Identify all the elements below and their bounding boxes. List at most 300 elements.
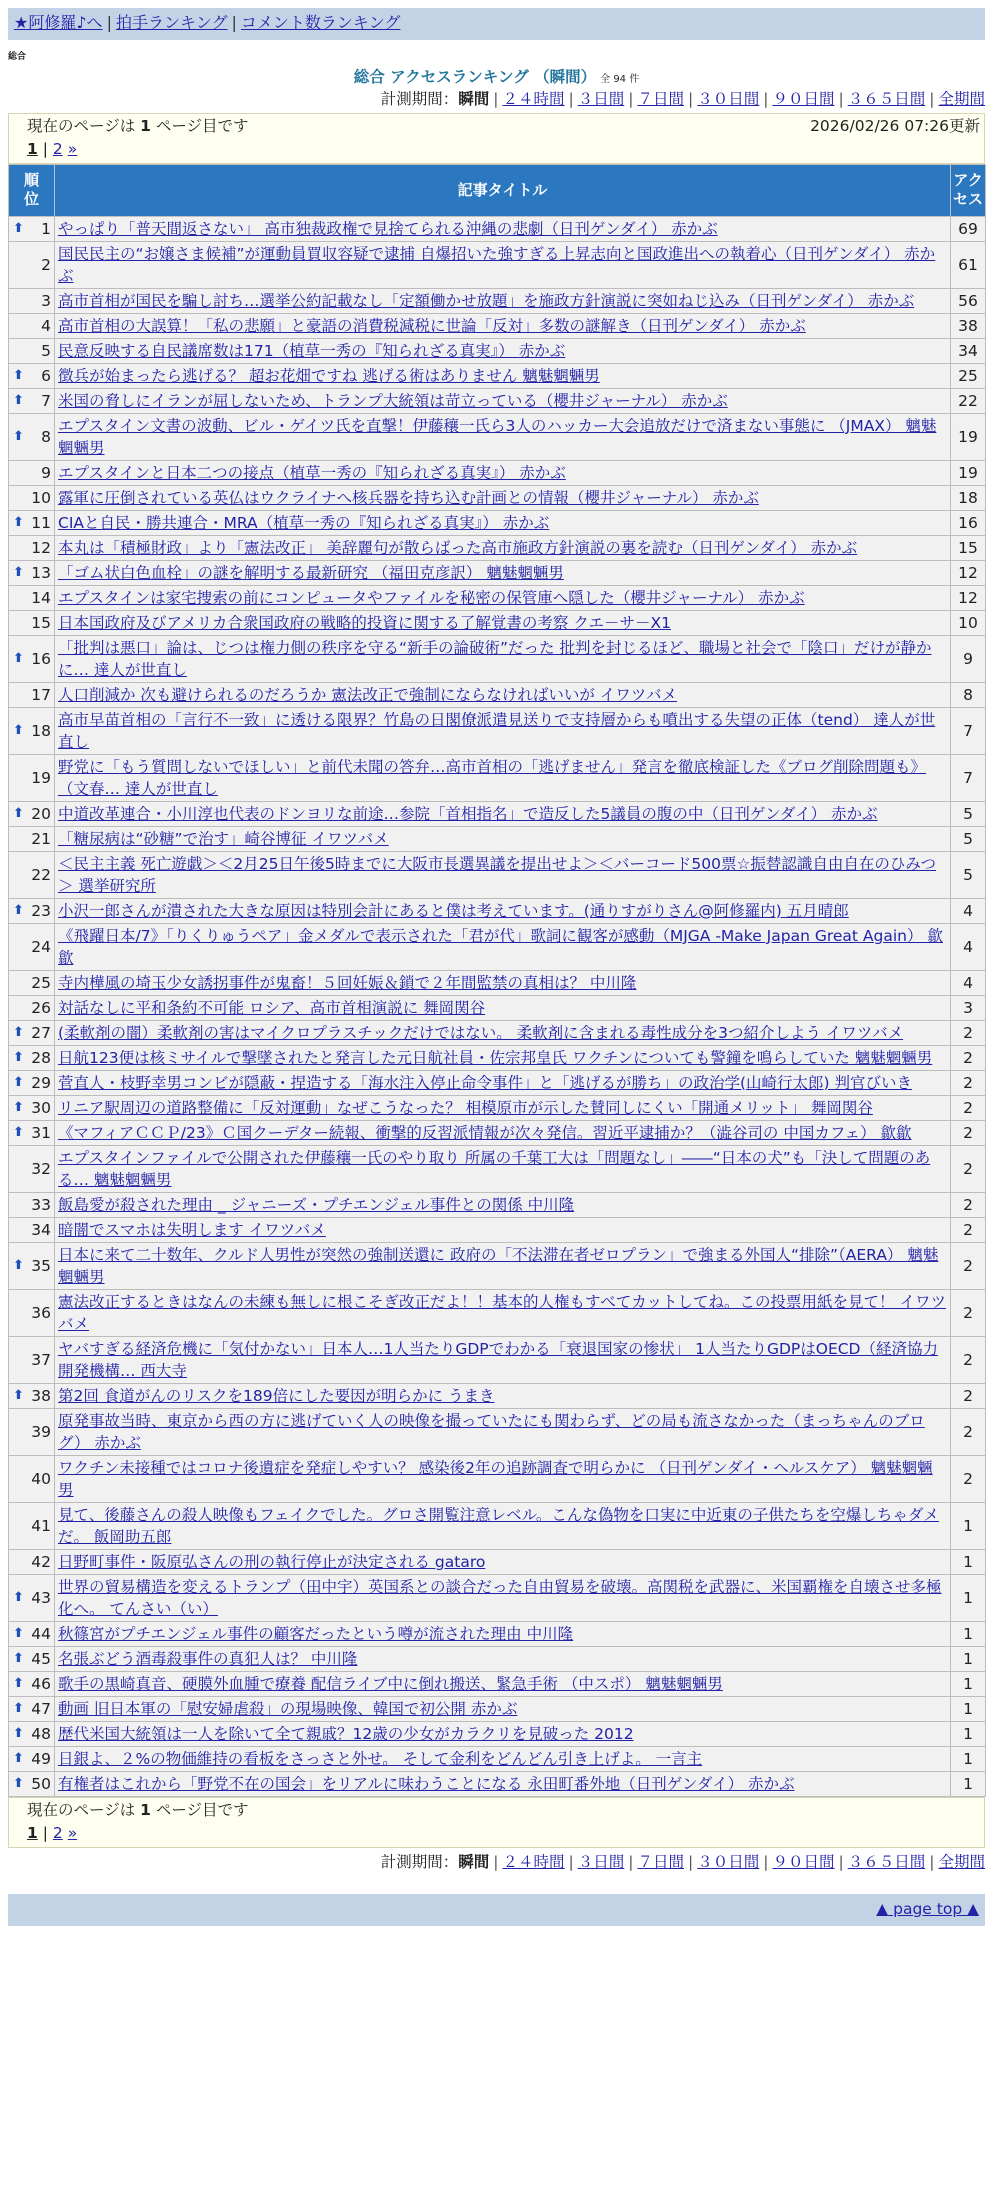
- up-arrow-icon: ⬆: [13, 1700, 24, 1716]
- access-count: 1: [951, 1696, 986, 1721]
- period-current: 瞬間: [458, 1852, 490, 1871]
- up-arrow-icon: ⬆: [13, 650, 24, 666]
- period-link-1[interactable]: ３日間: [577, 90, 625, 108]
- nav-separator: |: [106, 13, 112, 32]
- rank-cell: [9, 313, 55, 338]
- up-arrow-icon: ⬆: [13, 1589, 24, 1605]
- access-count: 2: [951, 1045, 986, 1070]
- rank-number: 20: [31, 804, 51, 823]
- table-row: [9, 460, 986, 485]
- article-title-link[interactable]: 高市早苗首相の「言行不一致」に透ける限界？竹島の日閣僚派遣見送りで支持層からも噴出する失望の正体（tend） 達人が世直し: [58, 710, 936, 751]
- comment-ranking-link[interactable]: コメント数ランキング: [240, 13, 401, 32]
- article-title-link[interactable]: 小沢一郎さんが潰された大きな原因は特別会計にあると僕は考えています。(通りすがりさん@阿修羅内) 五月晴郎: [58, 901, 849, 920]
- rank-cell: [9, 1696, 55, 1721]
- table-row: [9, 923, 986, 970]
- title-cell: [55, 1746, 951, 1771]
- rank-number: 24: [31, 937, 51, 956]
- title-cell: [55, 485, 951, 510]
- up-arrow-icon: ⬆: [13, 1750, 24, 1766]
- period-separator: |: [628, 1852, 634, 1871]
- article-title-link[interactable]: 寺内樺風の埼玉少女誘拐事件が鬼畜！５回妊娠＆鎖で２年間監禁の真相は？ 中川隆: [58, 973, 637, 992]
- rank-number: 49: [31, 1749, 51, 1768]
- title-cell: [55, 413, 951, 460]
- title-cell: [55, 460, 951, 485]
- access-count: 38: [951, 313, 986, 338]
- article-title-link[interactable]: やっぱり「普天間返さない」 高市独裁政権で見捨てられる沖縄の悲劇（日刊ゲンダイ） 赤かぶ: [58, 219, 718, 238]
- rank-cell: [9, 1070, 55, 1095]
- title-cell: [55, 754, 951, 801]
- rank-cell: [9, 560, 55, 585]
- table-row: [9, 1095, 986, 1120]
- article-title-link[interactable]: 菅直人・枝野幸男コンビが隠蔽・捏造する「海水注入停止命令事件」と「逃げるが勝ち」の政治学(山崎行太郎) 判官びいき: [58, 1073, 913, 1092]
- up-arrow-icon: ⬆: [13, 1124, 24, 1140]
- access-count: 1: [951, 1621, 986, 1646]
- pager-bottom: [8, 1797, 985, 1848]
- title-cell: [55, 1289, 951, 1336]
- page-2-link[interactable]: 2: [52, 1824, 63, 1843]
- updated-time: 2026/02/26 07:26更新: [810, 117, 980, 135]
- article-title-link[interactable]: (柔軟剤の闇）柔軟剤の害はマイクロプラスチックだけではない。 柔軟剤に含まれる毒性成分を3つ紹介しよう イワツバメ: [58, 1023, 904, 1042]
- access-count: 7: [951, 754, 986, 801]
- title-cell: [55, 682, 951, 707]
- article-title-link[interactable]: 暗闇でスマホは失明します イワツバメ: [58, 1220, 326, 1239]
- access-count: 1: [951, 1771, 986, 1796]
- up-arrow-icon: ⬆: [13, 514, 24, 530]
- rank-number: 38: [31, 1386, 51, 1405]
- up-arrow-icon: ⬆: [13, 392, 24, 408]
- period-separator: |: [568, 90, 574, 108]
- rank-cell: [9, 635, 55, 682]
- title-cell: [55, 363, 951, 388]
- period-current: 瞬間: [458, 90, 490, 108]
- rank-number: 31: [31, 1123, 51, 1142]
- period-link-1[interactable]: ３日間: [577, 1852, 625, 1871]
- footer-bar: [8, 1894, 985, 1926]
- rank-cell: [9, 1721, 55, 1746]
- article-title-link[interactable]: 「糖尿病は“砂糖”で治す」崎谷博征 イワツバメ: [58, 829, 389, 848]
- rank-cell: [9, 585, 55, 610]
- access-count: 18: [951, 485, 986, 510]
- table-row: [9, 1242, 986, 1289]
- rank-cell: [9, 1045, 55, 1070]
- up-arrow-icon: ⬆: [13, 1650, 24, 1666]
- article-title-link[interactable]: 野党に「もう質問しないでほしい」と前代未聞の答弁…高市首相の「逃げません」発言を徹底検証した《ブログ削除問題も》（文春… 達人が世直し: [58, 757, 927, 798]
- access-count: 12: [951, 585, 986, 610]
- title-cell: [55, 610, 951, 635]
- rank-number: 23: [31, 901, 51, 920]
- period-selector-top: [8, 89, 985, 113]
- title-cell: [55, 1721, 951, 1746]
- period-link-0[interactable]: ２４時間: [502, 1852, 565, 1871]
- title-cell: [55, 995, 951, 1020]
- article-title-link[interactable]: 日航123便は核ミサイルで撃墜されたと発言した元日航社員・佐宗邦皇氏 ワクチンについても警鐘を鳴らしていた 魑魅魍魎男: [58, 1048, 933, 1067]
- access-count: 2: [951, 1383, 986, 1408]
- title-cell: [55, 1336, 951, 1383]
- clap-ranking-link[interactable]: 拍手ランキング: [115, 13, 228, 32]
- article-title-link[interactable]: 原発事故当時、東京から西の方に逃げていく人の映像を撮っていたにも関わらず、どの局も流さなかった（まっちゃんのブログ） 赤かぶ: [58, 1411, 925, 1452]
- rank-cell: [9, 1095, 55, 1120]
- period-link-6[interactable]: 全期間: [938, 90, 985, 108]
- rank-number: 6: [41, 366, 51, 385]
- up-arrow-icon: ⬆: [13, 367, 24, 383]
- title-cell: [55, 1095, 951, 1120]
- page-status: [27, 116, 249, 137]
- up-arrow-icon: ⬆: [13, 1257, 24, 1273]
- access-count: 15: [951, 535, 986, 560]
- access-count: 7: [951, 707, 986, 754]
- title-cell: [55, 1192, 951, 1217]
- article-title-link[interactable]: エプスタインファイルで公開された伊藤穰一氏のやり取り 所属の千葉工大は「問題なし」――“日本の犬”も「決して問題のある… 魑魅魍魎男: [58, 1148, 931, 1189]
- rank-number: 28: [31, 1048, 51, 1067]
- table-row: [9, 1289, 986, 1336]
- period-separator: |: [688, 90, 694, 108]
- table-row: [9, 560, 986, 585]
- up-arrow-icon: ⬆: [13, 220, 24, 236]
- access-count: 1: [951, 1549, 986, 1574]
- rank-cell: [9, 923, 55, 970]
- article-title-link[interactable]: 有権者はこれから「野党不在の国会」をリアルに味わうことになる 永田町番外地（日刊ゲンダイ） 赤かぶ: [58, 1774, 795, 1793]
- period-separator: |: [628, 90, 634, 108]
- article-title-link[interactable]: 国民民主の“お嬢さま候補”が運動員買収容疑で逮捕 自爆招いた強すぎる上昇志向と国政進出への執着心（日刊ゲンダイ） 赤かぶ: [58, 244, 936, 285]
- ranking-table: [8, 164, 986, 1797]
- title-cell: [55, 1574, 951, 1621]
- page-status-pre: 現在のページは: [27, 1800, 141, 1819]
- article-title-link[interactable]: 歴代米国大統領は一人を除いて全て親戚？12歳の少女がカラクリを見破った 2012: [58, 1724, 634, 1743]
- title-cell: [55, 585, 951, 610]
- period-separator: |: [929, 1852, 935, 1871]
- period-link-4[interactable]: ９０日間: [772, 90, 835, 108]
- rank-number: 10: [31, 488, 51, 507]
- table-row: [9, 610, 986, 635]
- title-cell: [55, 801, 951, 826]
- access-count: 34: [951, 338, 986, 363]
- article-title-link[interactable]: 日銀よ、２%の物価維持の看板をさっさと外せ。 そして金利をどんどん引き上げよ。 一言主: [58, 1749, 703, 1768]
- article-title-link[interactable]: 対話なしに平和条約不可能 ロシア、高市首相演説に 舞岡関谷: [58, 998, 486, 1017]
- rank-cell: [9, 388, 55, 413]
- access-count: 2: [951, 1336, 986, 1383]
- article-title-link[interactable]: 高市首相が国民を騙し討ち…選挙公約記載なし「定額働かせ放題」を施政方針演説に突如ねじ込み（日刊ゲンダイ） 赤かぶ: [58, 291, 915, 310]
- rank-number: 40: [31, 1469, 51, 1488]
- rank-cell: [9, 1217, 55, 1242]
- article-title-link[interactable]: 世界の貿易構造を変えるトランプ（田中宇）英国系との談合だった自由貿易を破壊。高関税を武器に、米国覇権を自壊させ多極化へ。 てんさい（い）: [58, 1577, 942, 1618]
- rank-number: 48: [31, 1724, 51, 1743]
- rank-number: 1: [41, 219, 51, 238]
- article-title-link[interactable]: 米国の脅しにイランが屈しないため、トランプ大統領は苛立っている（櫻井ジャーナル） 赤かぶ: [58, 391, 728, 410]
- table-row: [9, 1070, 986, 1095]
- rank-cell: [9, 1383, 55, 1408]
- article-title-link[interactable]: 「ゴム状白色血栓」の謎を解明する最新研究 （福田克彦訳） 魑魅魍魎男: [58, 563, 564, 582]
- period-separator: |: [763, 1852, 769, 1871]
- article-title-link[interactable]: 本丸は「積極財政」より「憲法改正」 美辞麗句が散らばった高市施政方針演説の裏を読む（日刊ゲンダイ） 赤かぶ: [58, 538, 858, 557]
- article-title-link[interactable]: 人口削減か 次も避けられるのだろうか 憲法改正で強制にならなければいいが イワツバメ: [58, 685, 677, 704]
- table-row: [9, 1502, 986, 1549]
- title-cell: [55, 338, 951, 363]
- title-cell: [55, 1549, 951, 1574]
- table-row: [9, 995, 986, 1020]
- rank-cell: [9, 1120, 55, 1145]
- access-count: 4: [951, 923, 986, 970]
- article-title-link[interactable]: 《マフィアＣＣＰ/23》Ｃ国クーデター続報、衝撃的反習派情報が次々発信。習近平逮捕か？（澁谷司の 中国カフェ） 歙歙: [58, 1123, 912, 1142]
- page-status: [27, 1800, 249, 1821]
- title-cell: [55, 1671, 951, 1696]
- rank-cell: [9, 510, 55, 535]
- article-title-link[interactable]: 歌手の黒崎真音、硬膜外血腫で療養 配信ライブ中に倒れ搬送、緊急手術 （中スポ） 魑魅魍魎男: [58, 1674, 723, 1693]
- article-title-link[interactable]: エプスタイン文書の波動、ビル・ゲイツ氏を直撃！伊藤穰一氏ら3人のハッカー大会追放だけで済まない事態に （JMAX） 魑魅魍魎男: [58, 416, 937, 457]
- home-link[interactable]: ★阿修羅♪へ: [14, 13, 103, 32]
- rank-cell: [9, 610, 55, 635]
- access-count: 3: [951, 995, 986, 1020]
- period-link-5[interactable]: ３６５日間: [847, 90, 926, 108]
- top-nav-bar: [8, 8, 985, 40]
- period-link-5[interactable]: ３６５日間: [847, 1852, 926, 1871]
- rank-cell: [9, 754, 55, 801]
- page-top-link[interactable]: ▲ page top ▲: [876, 1899, 979, 1918]
- rank-number: 41: [31, 1516, 51, 1535]
- rank-cell: [9, 413, 55, 460]
- up-arrow-icon: ⬆: [13, 428, 24, 444]
- up-arrow-icon: ⬆: [13, 1024, 24, 1040]
- title-cell: [55, 1621, 951, 1646]
- page-title-text: 総合 アクセスランキング （瞬間）: [353, 68, 597, 86]
- table-row: [9, 413, 986, 460]
- article-title-link[interactable]: 見て、後藤さんの殺人映像もフェイクでした。グロさ開覧注意レベル。こんな偽物を口実に中近東の子供たちを空爆しちゃダメだ。 飯岡助五郎: [58, 1505, 939, 1546]
- article-title-link[interactable]: 憲法改正するときはなんの未練も無しに根こそぎ改正だよ！！基本的人権もすべてカットしてね。この投票用紙を見て！ イワツバメ: [58, 1292, 946, 1333]
- access-count: 56: [951, 288, 986, 313]
- table-row: [9, 1621, 986, 1646]
- access-count: 9: [951, 635, 986, 682]
- rank-cell: [9, 801, 55, 826]
- article-title-link[interactable]: 飯島愛が殺された理由 _ ジャニーズ・プチエンジェル事件との関係 中川隆: [58, 1195, 575, 1214]
- page-2-link[interactable]: 2: [52, 140, 63, 159]
- access-count: 16: [951, 510, 986, 535]
- title-cell: [55, 1217, 951, 1242]
- period-label: 計測期間：: [380, 1852, 459, 1871]
- rank-number: 29: [31, 1073, 51, 1092]
- article-title-link[interactable]: エプスタインと日本二つの接点（植草一秀の『知られざる真実』） 赤かぶ: [58, 463, 566, 482]
- title-cell: [55, 970, 951, 995]
- period-link-6[interactable]: 全期間: [938, 1852, 985, 1871]
- rank-number: 30: [31, 1098, 51, 1117]
- period-link-4[interactable]: ９０日間: [772, 1852, 835, 1871]
- rank-number: 8: [41, 427, 51, 446]
- col-header-rank: [9, 164, 55, 216]
- table-row: [9, 1549, 986, 1574]
- title-cell: [55, 1696, 951, 1721]
- table-row: [9, 1045, 986, 1070]
- rank-number: 42: [31, 1552, 51, 1571]
- table-row: [9, 851, 986, 898]
- title-cell: [55, 241, 951, 288]
- rank-number: 46: [31, 1674, 51, 1693]
- title-cell: [55, 1070, 951, 1095]
- article-title-link[interactable]: 秋篠宮がプチエンジェル事件の顧客だったという噂が流された理由 中川隆: [58, 1624, 574, 1643]
- rank-number: 43: [31, 1588, 51, 1607]
- table-row: [9, 1455, 986, 1502]
- rank-cell: [9, 535, 55, 560]
- ranking-body: [9, 216, 986, 1796]
- access-count: 2: [951, 1120, 986, 1145]
- rank-number: 36: [31, 1303, 51, 1322]
- rank-cell: [9, 1192, 55, 1217]
- col-access-label: アクセス: [952, 170, 983, 209]
- table-row: [9, 801, 986, 826]
- title-cell: [55, 1145, 951, 1192]
- rank-cell: [9, 1145, 55, 1192]
- title-cell: [55, 826, 951, 851]
- rank-cell: [9, 995, 55, 1020]
- title-cell: [55, 1045, 951, 1070]
- article-title-link[interactable]: 中道改革連合・小川淳也代表のドンヨリな前途…参院「首相指名」で造反した5議員の腹の中（日刊ゲンダイ） 赤かぶ: [58, 804, 878, 823]
- article-title-link[interactable]: ヤバすぎる経済危機に「気付かない」日本人…1人当たりGDPでわかる「衰退国家の惨状」 1人当たりGDPはOECD（経済協力開発機構… 西大寺: [58, 1339, 938, 1380]
- up-arrow-icon: ⬆: [13, 1675, 24, 1691]
- access-count: 1: [951, 1502, 986, 1549]
- period-link-3[interactable]: ３０日間: [697, 1852, 760, 1871]
- rank-cell: [9, 1336, 55, 1383]
- period-link-3[interactable]: ３０日間: [697, 90, 760, 108]
- page-wrapper: [8, 8, 985, 1926]
- article-title-link[interactable]: 露軍に圧倒されている英仏はウクライナへ核兵器を持ち込む計画との情報（櫻井ジャーナル） 赤かぶ: [58, 488, 759, 507]
- article-title-link[interactable]: 日本に来て二十数年、クルド人男性が突然の強制送還に 政府の「不法滞在者ゼロプラン」で強まる外国人“排除”（AERA） 魑魅魍魎男: [58, 1245, 939, 1286]
- title-cell: [55, 288, 951, 313]
- period-link-0[interactable]: ２４時間: [502, 90, 565, 108]
- rank-cell: [9, 1746, 55, 1771]
- rank-number: 7: [41, 391, 51, 410]
- next-page-link[interactable]: »: [67, 140, 78, 159]
- rank-cell: [9, 1408, 55, 1455]
- title-cell: [55, 1020, 951, 1045]
- article-title-link[interactable]: 日本国政府及びアメリカ合衆国政府の戦略的投資に関する了解覚書の考察 クエ－サ－X1: [58, 613, 672, 632]
- article-title-link[interactable]: 高市首相の大誤算！「私の悲願」と豪語の消費税減税に世論「反対」多数の謎解き（日刊ゲンダイ） 赤かぶ: [58, 316, 806, 335]
- article-title-link[interactable]: 第2回 食道がんのリスクを189倍にした要因が明らかに うまき: [58, 1386, 495, 1405]
- page-links: 1 | 2 »: [27, 140, 78, 159]
- table-row: [9, 1574, 986, 1621]
- rank-cell: [9, 241, 55, 288]
- rank-number: 18: [31, 721, 51, 740]
- title-cell: [55, 1646, 951, 1671]
- table-row: [9, 1696, 986, 1721]
- title-cell: [55, 388, 951, 413]
- period-link-2[interactable]: ７日間: [637, 1852, 684, 1871]
- rank-number: 14: [31, 588, 51, 607]
- table-row: [9, 1721, 986, 1746]
- table-row: [9, 970, 986, 995]
- total-count: 全 94 件: [600, 74, 640, 85]
- up-arrow-icon: ⬆: [13, 722, 24, 738]
- rank-cell: [9, 970, 55, 995]
- title-cell: [55, 635, 951, 682]
- article-title-link[interactable]: 名張ぶどう酒毒殺事件の真犯人は？ 中川隆: [58, 1649, 358, 1668]
- article-title-link[interactable]: エプスタインは家宅捜索の前にコンピュータやファイルを秘密の保管庫へ隠した（櫻井ジャーナル） 赤かぶ: [58, 588, 805, 607]
- page-status-pre: 現在のページは: [27, 117, 141, 135]
- access-count: 5: [951, 801, 986, 826]
- up-arrow-icon: ⬆: [13, 1049, 24, 1065]
- table-row: [9, 826, 986, 851]
- title-cell: [55, 1242, 951, 1289]
- title-cell: [55, 1408, 951, 1455]
- table-row: [9, 1192, 986, 1217]
- rank-number: 25: [31, 973, 51, 992]
- access-count: 2: [951, 1020, 986, 1045]
- rank-cell: [9, 363, 55, 388]
- table-row: [9, 1771, 986, 1796]
- title-cell: [55, 1120, 951, 1145]
- period-separator: |: [688, 1852, 694, 1871]
- up-arrow-icon: ⬆: [13, 1625, 24, 1641]
- rank-cell: [9, 1020, 55, 1045]
- rank-number: 17: [31, 685, 51, 704]
- article-title-link[interactable]: 動画 旧日本軍の「慰安婦虐殺」の現場映像、韓国で初公開 赤かぶ: [58, 1699, 518, 1718]
- next-page-link[interactable]: »: [67, 1824, 78, 1843]
- up-arrow-icon: ⬆: [13, 902, 24, 918]
- article-title-link[interactable]: ワクチン未接種ではコロナ後遺症を発症しやすい？ 感染後2年の追跡調査で明らかに （日刊ゲンダイ・ヘルスケア） 魑魅魍魎男: [58, 1458, 933, 1499]
- up-arrow-icon: ⬆: [13, 1074, 24, 1090]
- title-cell: [55, 851, 951, 898]
- article-title-link[interactable]: リニア駅周辺の道路整備に「反対運動」なぜこうなった？ 相模原市が示した賛同しにくい「開通メリット」 舞岡関谷: [58, 1098, 873, 1117]
- page-status-num: 1: [140, 117, 151, 135]
- rank-number: 19: [31, 768, 51, 787]
- rank-number: 37: [31, 1350, 51, 1369]
- access-count: 2: [951, 1455, 986, 1502]
- rank-number: 50: [31, 1774, 51, 1793]
- table-row: [9, 1646, 986, 1671]
- access-count: 1: [951, 1574, 986, 1621]
- table-row: [9, 510, 986, 535]
- table-row: [9, 1383, 986, 1408]
- title-cell: [55, 923, 951, 970]
- access-count: 19: [951, 413, 986, 460]
- article-title-link[interactable]: CIAと自民・勝共連合・MRA（植草一秀の『知られざる真実』） 赤かぶ: [58, 513, 550, 532]
- title-cell: [55, 510, 951, 535]
- title-cell: [55, 1455, 951, 1502]
- access-count: 1: [951, 1671, 986, 1696]
- access-count: 2: [951, 1408, 986, 1455]
- period-separator: |: [493, 1852, 499, 1871]
- article-title-link[interactable]: ＜民主主義 死亡遊戯＞＜2月25日午後5時までに大阪市長選異議を提出せよ＞＜バーコード500票☆振替認識自由自在のひみつ＞ 選挙研究所: [58, 854, 937, 895]
- access-count: 12: [951, 560, 986, 585]
- access-count: 2: [951, 1095, 986, 1120]
- rank-number: 27: [31, 1023, 51, 1042]
- access-count: 1: [951, 1721, 986, 1746]
- period-link-2[interactable]: ７日間: [637, 90, 684, 108]
- rank-cell: [9, 485, 55, 510]
- up-arrow-icon: ⬆: [13, 1387, 24, 1403]
- article-title-link[interactable]: 日野町事件・阪原弘さんの刑の執行停止が決定される gataro: [58, 1552, 486, 1571]
- article-title-link[interactable]: 《飛躍日本/7》「りくりゅうペア」金メダルで表示された「君が代」歌詞に観客が感動（MJGA -Make Japan Great Again） 歙歙: [58, 926, 943, 967]
- access-count: 4: [951, 898, 986, 923]
- rank-cell: [9, 1574, 55, 1621]
- access-count: 22: [951, 388, 986, 413]
- nav-separator: |: [231, 13, 237, 32]
- rank-number: 45: [31, 1649, 51, 1668]
- title-cell: [55, 535, 951, 560]
- access-count: 2: [951, 1070, 986, 1095]
- access-count: 61: [951, 241, 986, 288]
- rank-cell: [9, 1621, 55, 1646]
- access-count: 8: [951, 682, 986, 707]
- article-title-link[interactable]: 「批判は悪口」論は、じつは権力側の秩序を守る“新手の論破術”だった 批判を封じるほど、職場と社会で「陰口」だけが静かに… 達人が世直し: [58, 638, 932, 679]
- page-links: 1 | 2 »: [27, 1824, 78, 1843]
- period-separator: |: [838, 1852, 844, 1871]
- rank-number: 26: [31, 998, 51, 1017]
- title-cell: [55, 1771, 951, 1796]
- article-title-link[interactable]: 民意反映する自民議席数は171（植草一秀の『知られざる真実』） 赤かぶ: [58, 341, 566, 360]
- period-separator: |: [763, 90, 769, 108]
- table-row: [9, 898, 986, 923]
- table-row: [9, 241, 986, 288]
- article-title-link[interactable]: 徴兵が始まったら逃げる？ 超お花畑ですね 逃げる術はありません 魑魅魍魎男: [58, 366, 600, 385]
- up-arrow-icon: ⬆: [13, 805, 24, 821]
- rank-number: 44: [31, 1624, 51, 1643]
